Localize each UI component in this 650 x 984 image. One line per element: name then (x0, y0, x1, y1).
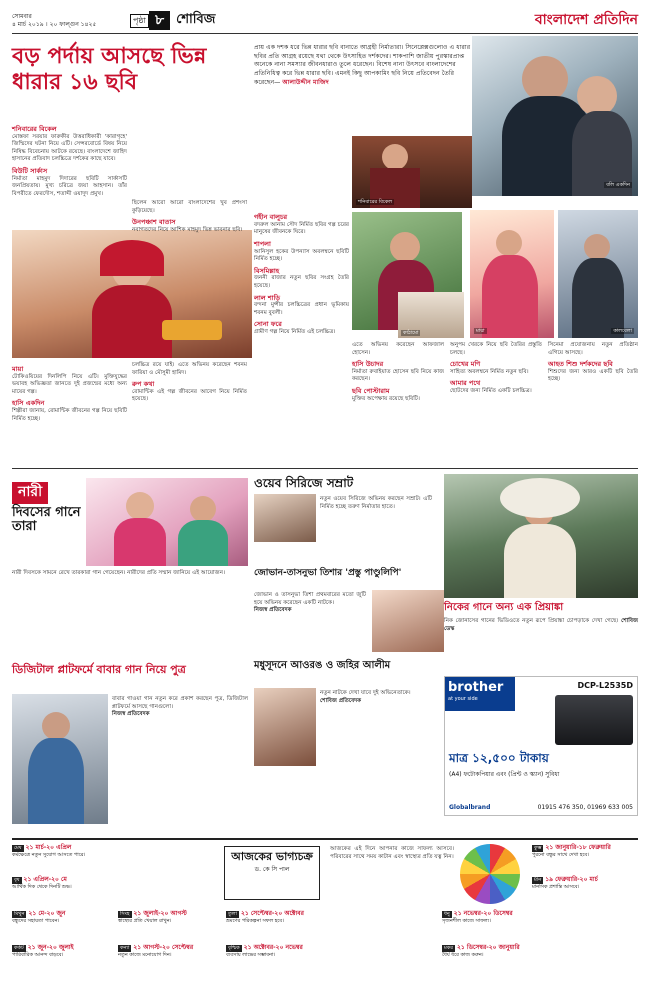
horoscope-sign (118, 910, 222, 924)
digital-text-body: বাবার গাওয়া গান নতুন করে প্রকাশ করছেন পুত্র, ডিজিটাল প্লাটফর্মে আসছে গানগুলো। (112, 696, 248, 710)
horoscope-sign (12, 876, 216, 890)
horoscope-sign-text: ব্যবসায় লাভের সম্ভাবনা। (226, 951, 276, 958)
horoscope-sign-date: ১৯ ফেব্রুয়ারি-২০ মার্চ (545, 876, 598, 883)
col6-para-1: সিনেমা প্রযোজনায় নতুন প্রতিষ্ঠান এগিয়ে আসছে। (548, 342, 638, 356)
horoscope-sign (442, 910, 528, 924)
photo-kathamo (398, 292, 464, 338)
subhead-amar-pothe: আমার পথে (450, 379, 481, 388)
subhead-ahoto-shishu: আহত শিশু দর্শকদের ছবি (548, 360, 613, 369)
priyanka-text-body: নিক জোনাসের গানের ভিডিওতে নতুন রূপে প্রিয়াঙ্কা চোপড়াকে দেখা গেছে। (444, 618, 619, 624)
ad-brand-tagline: at your side (448, 696, 478, 703)
horoscope-sign-date: ২১ ডিসেম্বর-২০ জানুয়ারি (457, 944, 520, 951)
horoscope-sign (12, 944, 112, 958)
horoscope-sign-name: সিংহ (120, 911, 130, 917)
col3-para-3: জননী রাজার নতুন ছবির সংগ্রহ তৈরি হয়েছে। (254, 275, 349, 290)
horoscope-sign-date: ২১ জুলাই-২০ আগস্ট (133, 910, 187, 917)
horoscope-sign (12, 844, 216, 858)
ad-subline: (A4) ফটোকপিয়ার এবং (প্রিন্ট ও স্ক্যান) সুবিধা (449, 771, 560, 778)
horoscope-sign-text: আর্থিক দিক থেকে দিনটি শুভ। (12, 883, 72, 890)
lead-headline: বড় পর্দায় আসছে ভিন্ন ধারার ১৬ ছবি (12, 43, 207, 95)
col1-para-3: টোকিওয়িয়ের দিনলিপি নিয়ে এটি। মুক্তিযুদ্ধের ভয়াবহ অভিজ্ঞতা জানতে দুই প্রজন্মের মধ্যে অন্য মায়ের গল্প। (12, 373, 127, 395)
horoscope-sign-name: বৃষ (14, 877, 20, 883)
horoscope-title: আজকের ভাগ্যচক্র (231, 850, 313, 863)
horoscope-sign-name: কন্যা (120, 945, 130, 951)
priyanka-credit: শোবিজ ডেস্ক (444, 618, 639, 632)
col2-para-3: চলচ্চিত্র রয়ে যাই। এতে অভিনয় করেছেন শবনম ফারিয়া ও মৌসুমী হামিদ। (132, 362, 247, 376)
horoscope-sign-name: মেষ (14, 845, 22, 851)
caption-maya: মায়া (476, 327, 485, 334)
horoscope-title-box (224, 846, 320, 900)
caption-kathamo: কাঠামো (403, 329, 419, 336)
subhead-gohin-baluchor: গহীন বালুচর (254, 213, 288, 221)
ad-printer-image (555, 695, 633, 745)
col4-para-1: এতে অভিনয় করেছেন আফজাল হোসেন। (352, 342, 444, 356)
photo-jovan-tisha (372, 590, 444, 652)
horoscope-sign (118, 944, 222, 958)
web-series-text: নতুন ওয়েব সিরিজে অভিনয় করছেন সম্রাট। এটি নির্মিত হচ্ছে তরুণ নির্মাতার হাতে। (320, 496, 432, 510)
col4-para-2: নির্মাতা রুবাইয়াত হোসেন ছবি নিয়ে কাজ করছেন। (352, 368, 444, 383)
col1-para-1: মোস্তফা সরয়ার ফারুকীর উত্তরাধিকারী 'কারাগৃহে' জিম্মিদের ঘটনা নিয়ে এটি। সেন্সরবোর্ডে বিষয় নিয়ে নিষিদ্ধ বিবেচনায় আটকে রয়েছে। বাংলাদেশে জাহিদ হাসানের প্রতিবাদ চলচ্চিত্রে দর্শকের কাছে যাবে। (12, 133, 127, 163)
masthead (12, 8, 638, 34)
column-1-lower (12, 362, 127, 423)
horoscope-sign-date: ২১ জানুয়ারি-১৮ ফেব্রুয়ারি (545, 844, 611, 851)
horoscope-sign-name: কর্কট (14, 945, 24, 951)
horoscope-sign-name: মিথুন (14, 911, 25, 917)
horoscope-sign-date: ২১ আগস্ট-২০ সেপ্টেম্বর (133, 944, 194, 951)
page-indicator (130, 11, 215, 31)
col2-para-1: ছিলেন আরো আরো বাংলাদেশের খুব প্রশংসা কুড়িয়েছে। (132, 200, 247, 214)
subhead-shapla: শাপলা (254, 239, 271, 248)
column-2 (132, 200, 247, 234)
lead-intro (254, 44, 472, 87)
photo-kalbela (558, 210, 638, 338)
photo-modhusudon (254, 688, 316, 766)
horoscope-sign (442, 944, 528, 958)
subhead-sona-fore: সোনা ফরে (254, 320, 282, 329)
horoscope-byline: ড. কে সি পাল (254, 865, 290, 873)
ad-dealer: Globalbrand (449, 803, 491, 811)
horoscope-section (12, 838, 638, 976)
zodiac-wheel (460, 844, 520, 904)
subhead-maya: মায়া (12, 365, 24, 373)
horoscope-sign (12, 910, 112, 924)
col3-para-2: আনিসুল হকের উপন্যাস অবলম্বনে ছবিটি নির্মিত হচ্ছে। (254, 248, 349, 263)
col1-para-2: নির্মাতা মাহমুদ দিদারের ছবিটি সার্কাসটি জনপ্রিয়তায়। মুখ্য চরিত্রে জয়া আহসান। তাঁর বিপরীতে ফেরদৌস, শতাব্দী ওয়াদুদ প্রমুখ। (12, 175, 127, 197)
horoscope-sign-text: সৃজনশীল কাজে সাফল্য। (442, 917, 491, 924)
women-day-headline (12, 482, 84, 534)
lead-byline: আলাউদ্দীন মাজিদ (282, 78, 329, 86)
col2-para-4: রোমান্টিক এই গল্প জীবনের আবেগ নিয়ে নির্মিত হয়েছে। (132, 388, 247, 403)
divider-main (12, 468, 638, 469)
subhead-lal-shari: লাল শাড়ি (254, 293, 281, 302)
priyanka-headline: নিকের গানে অন্য এক প্রিয়াঙ্কা (444, 602, 564, 613)
page-label: পৃষ্ঠা (130, 14, 149, 28)
subhead-bismillah: বিসমিল্লাহ (254, 266, 280, 275)
col3-para-5: গ্রামীণ গল্প নিয়ে নির্মিত এই চলচ্চিত্র। (254, 329, 336, 336)
caption-saturday: শনিবারের বিকেল (358, 198, 393, 205)
horoscope-sign-date: ২১ সেপ্টেম্বর-২০ অক্টোবর (240, 910, 304, 917)
ad-model: DCP-L2535D (577, 681, 633, 690)
column-3 (254, 210, 349, 337)
col5-para-2: সাহিত্য অবলম্বনে নির্মিত নতুন ছবি। (450, 368, 529, 375)
web-series-headline: ওয়েব সিরিজে সম্রাট (254, 476, 354, 490)
horoscope-sign-date: ২১ নভেম্বর-২০ ডিসেম্বর (453, 910, 513, 917)
horoscope-sign-text: ভ্রমণের পরিকল্পনা সফল হবে। (226, 917, 284, 924)
photo-father-son (12, 694, 108, 824)
col3-para-4: বন্দনা মুন্সীর চলচ্চিত্রের প্রধান ভূমিকায় শবনম বুবলী। (254, 302, 349, 316)
women-day-kicker: নারী (12, 482, 48, 504)
women-day-title: দিবসের গানে তারা (12, 504, 81, 534)
jovan-credit: নিজস্ব প্রতিবেদক (254, 607, 292, 614)
column-5 (450, 342, 542, 396)
digital-headline: ডিজিটাল প্লাটফর্মে বাবার গান নিয়ে পুত্র (12, 663, 186, 676)
subhead-chobi-postaram: ছবি পোস্টারাম (352, 386, 390, 395)
col1-para-4: শিল্পীরা জানায়, রোমান্টিক জীবনের গল্প নিয়ে ছবিটি নির্মিত হচ্ছে। (12, 408, 127, 422)
newspaper-brand: বাংলাদেশ প্রতিদিন (534, 11, 638, 28)
horoscope-sign-date: ২১ মার্চ-২০ এপ্রিল (25, 844, 72, 851)
photo-priyanka (444, 474, 638, 598)
horoscope-sign (226, 944, 330, 958)
page-number: ৮ (149, 11, 170, 31)
horoscope-sign-name: তুলা (228, 911, 237, 917)
priyanka-text (444, 618, 638, 633)
subhead-unponchash: উনপঞ্চাশ বাতাস (132, 218, 176, 227)
horoscope-sign-text: পারিবারিক আনন্দ বাড়বে। (12, 951, 64, 958)
horoscope-sign-date: ২১ মে-২০ জুন (28, 910, 66, 917)
horoscope-sign (532, 844, 638, 858)
caption-bali-ekdin: বলি একদিন (606, 181, 630, 188)
col5-para-3: ছোটদের জন্য নির্মিত একটি চলচ্চিত্র। (450, 388, 532, 395)
horoscope-sign-text: স্বাস্থ্যের প্রতি খেয়াল রাখুন। (118, 917, 172, 924)
brother-advertisement[interactable] (444, 676, 638, 816)
subhead-beauty-circus: বিউটি সার্কাস (12, 166, 48, 175)
lead-photo-middle (352, 136, 472, 208)
ad-brand-logo: brother (448, 680, 504, 695)
horoscope-sign (226, 910, 330, 924)
horoscope-intro: আজকের এই দিনে আপনার কাজে সাফল্য আসবে। পরিবারের সাথে সময় কাটান এবং স্বাস্থ্যের প্রতি যত্ন নিন। (330, 846, 454, 860)
horoscope-sign-text: কর্মক্ষেত্রে নতুন সুযোগ আসতে পারে। (12, 851, 86, 858)
modhusudon-text (320, 690, 442, 705)
subhead-hasi-uchador: হাসি উচাদর (352, 360, 384, 369)
modhusudon-headline: মধুসূদনে আওরঙ ও জহির আলীম (254, 660, 391, 671)
horoscope-sign-text: বন্ধুদের সহায়তা পাবেন। (12, 917, 60, 924)
women-day-text: নারী দিবসকে সামনে রেখে তারকারা গান গেয়েছেন। নারীদের প্রতি সম্মান জানিয়ে এই আয়োজন। (12, 570, 225, 576)
section-name: শোবিজ (176, 12, 216, 28)
modhusudon-text-body: নতুন নাটকে দেখা যাবে দুই অভিনেতাকে। (320, 690, 411, 696)
horoscope-sign-name: কুম্ভ (534, 845, 542, 851)
subhead-rupkotha: রুপ কথা (132, 380, 155, 389)
ad-brand-block (445, 677, 515, 711)
column-6 (548, 342, 638, 384)
digital-text (112, 696, 248, 719)
photo-women-day (86, 478, 248, 566)
horoscope-sign (532, 876, 638, 890)
caption-kalbela: কালবেলা (613, 327, 632, 334)
column-1 (12, 122, 127, 198)
ad-phone[interactable]: 01915 476 350, 01969 633 005 (537, 803, 633, 811)
jovan-text-body: জোভান ও তাসনুভা তিশা প্রথমবারের মতো জুটি হয়ে অভিনয় করেছেন একটি নাটকে। (254, 592, 366, 606)
column-2-lower (132, 362, 247, 404)
photo-web-series (254, 494, 316, 542)
col4-para-3: মুক্তির অপেক্ষায় রয়েছে ছবিটি। (352, 395, 420, 402)
horoscope-sign-date: ২১ অক্টোবর-২০ নভেম্বর (243, 944, 303, 951)
issue-date: সোমবার ৪ মার্চ ২০১৯ । ২০ ফাল্গুন ১৪২৫ (12, 12, 97, 28)
horoscope-sign-text: ধৈর্য ধরে কাজ করুন। (442, 951, 484, 958)
horoscope-sign-date: ২১ এপ্রিল-২০ মে (23, 876, 67, 883)
ad-price: মাত্র ১২,৫০০ টাকায় (449, 751, 549, 765)
col5-para-1: অনুপম খেরকে নিয়ে ছবি তৈরির প্রস্তুতি চলছে। (450, 342, 542, 356)
jovan-text (254, 592, 366, 615)
horoscope-sign-text: পুরনো বন্ধুর সাথে দেখা হবে। (532, 851, 590, 858)
modhusudon-credit: শোবিজ প্রতিবেদক (320, 697, 362, 704)
col3-para-1: বদরুল আনাম সৌদ নির্মিত ছবির গল্প চরের মানুষের জীবনকে ঘিরে। (254, 221, 349, 236)
jovan-headline: জোভান-তাসনুভা তিশার 'প্রস্তু পাণ্ডুলিপি' (254, 568, 402, 578)
lead-intro-text: প্রায় এক দশক ধরে ভিন্ন ধারার ছবি বানাতে আগ্রহী নির্মাতারা। সিনেপ্লেক্সগুলোও এ ধারার ছবির প্রতি আগ্রহ রয়েছে যথা থেকে উৎসাহিত দর্শকদের। শাকপাশি জাতীয় পুরস্কারপ্রাপ্ত অনেকে নানা সমস্যার জীবনধারাও তুলে ধরেছেন। বিশেষ নানা উৎসবে বাংলাদেশের প্রতিনিধিত্ব করে ভিন্ন ধারার ছবি। এমনই কিছু আপকামিং ছবি নিয়ে প্রতিবেদন তৈরি করেছেন— (254, 44, 471, 86)
photo-woman-red-hijab (12, 230, 252, 358)
column-4 (352, 342, 444, 403)
horoscope-sign-name: ধনু (444, 911, 450, 917)
horoscope-sign-name: মকর (444, 945, 454, 951)
horoscope-sign-name: মীন (534, 877, 542, 883)
lead-photo-right (472, 36, 638, 196)
photo-maya-couple (470, 210, 554, 338)
horoscope-sign-name: বৃশ্চিক (228, 945, 240, 951)
col2-para-2: নবাগতদের নিয়ে আশিক মাহমুদ ভিন্ন ভাবনার ছবি। (132, 226, 243, 233)
col6-para-2: শিশুদের জন্য আরও একটি ছবি তৈরি হচ্ছে। (548, 368, 638, 383)
horoscope-sign-text: মানসিক প্রশান্তি আসবে। (532, 883, 580, 890)
subhead-hasi-ekdin: হাসি একদিন (12, 399, 45, 408)
horoscope-sign-text: নতুন কাজে মনোযোগ দিন। (118, 951, 172, 958)
subhead-sonibarer-bikel: শনিবারের বিকেল (12, 125, 57, 133)
horoscope-sign-date: ২১ জুন-২০ জুলাই (27, 944, 74, 951)
subhead-chokher-moni: চোখের মণি (450, 360, 481, 369)
digital-credit: নিজস্ব প্রতিবেদক (112, 711, 150, 718)
